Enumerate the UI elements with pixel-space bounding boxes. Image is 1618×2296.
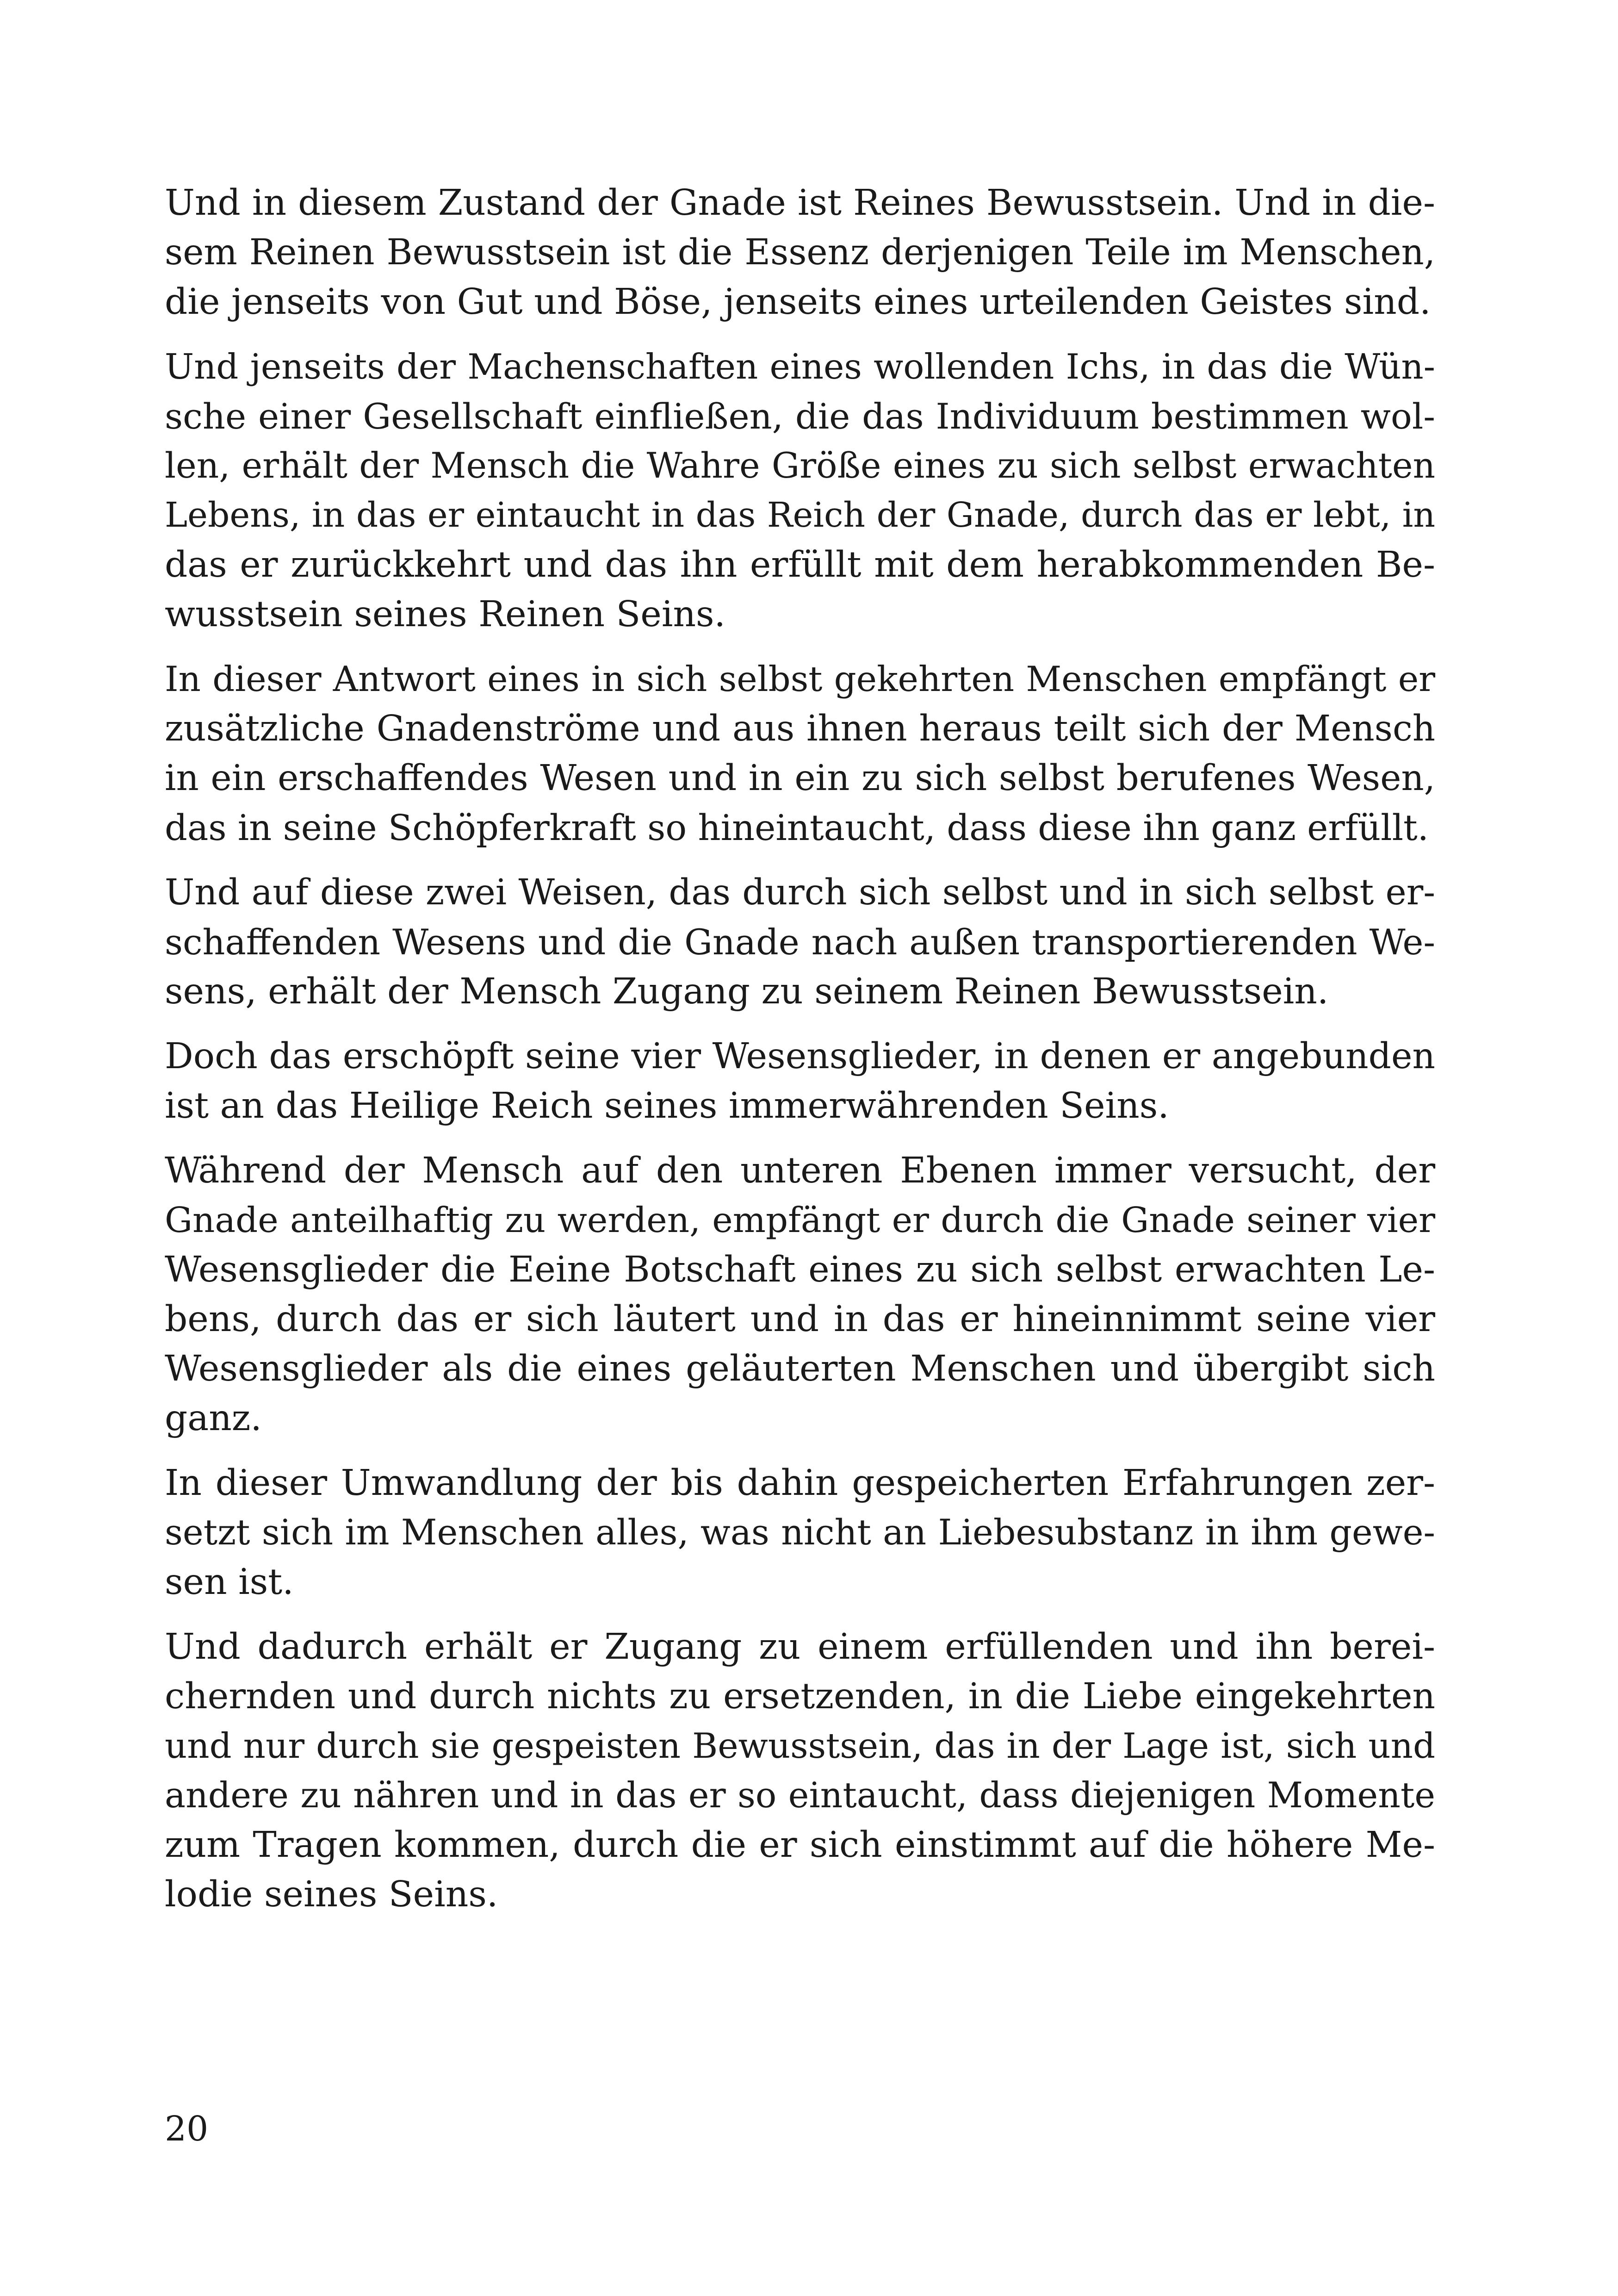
paragraph [165,654,1435,852]
paragraph [165,342,1435,639]
text-line: das er zurückkehrt und das ihn erfüllt mit dem herabkommenden Be- [165,544,1435,585]
paragraph [165,1146,1435,1443]
text-line: sen ist. [165,1562,294,1603]
text-line: Wesensglieder die Eeine Botschaft eines zu sich selbst erwachten Le- [165,1249,1435,1290]
paragraph [165,868,1435,1016]
text-line: Und auf diese zwei Weisen, das durch sich selbst und in sich selbst er- [165,872,1435,913]
text-line: sem Reinen Bewusstsein ist die Essenz derjenigen Teile im Menschen, [165,232,1435,273]
text-line: und nur durch sie gespeisten Bewusstsein, das in der Lage ist, sich und [165,1725,1435,1766]
text-line: Und dadurch erhält er Zugang zu einem erfüllenden und ihn berei- [165,1626,1435,1668]
text-line: Während der Mensch auf den unteren Ebenen immer versucht, der [165,1150,1435,1191]
text-line: Und jenseits der Machenschaften eines wollenden Ichs, in das die Wün- [165,346,1435,387]
paragraph [165,1622,1435,1919]
text-line: Lebens, in das er eintaucht in das Reich der Gnade, durch das er lebt, in [165,495,1435,535]
text-line: Gnade anteilhaftig zu werden, empfängt er durch die Gnade seiner vier [165,1200,1435,1240]
text-line: zusätzliche Gnadenströme und aus ihnen heraus teilt sich der Mensch [165,708,1435,749]
text-line: sens, erhält der Mensch Zugang zu seinem Reinen Bewusstsein. [165,971,1329,1012]
paragraph [165,1458,1435,1607]
page-number: 20 [165,2109,209,2149]
paragraph [165,1032,1435,1131]
text-line: bens, durch das er sich läutert und in das er hineinnimmt seine vier [165,1299,1435,1340]
text-line: In dieser Umwandlung der bis dahin gespeicherten Erfahrungen zer- [165,1462,1435,1504]
text-line: zum Tragen kommen, durch die er sich einstimmt auf die höhere Me- [165,1824,1435,1866]
text-line: das in seine Schöpferkraft so hineintaucht, dass diese ihn ganz erfüllt. [165,807,1429,848]
text-line: die jenseits von Gut und Böse, jenseits eines urteilenden Geistes sind. [165,281,1431,323]
text-line: in ein erschaffendes Wesen und in ein zu sich selbst berufenes Wesen, [165,758,1435,799]
text-line: sche einer Gesellschaft einfließen, die das Individuum bestimmen wol- [165,396,1435,437]
body-text [165,178,1435,1919]
text-line: Und in diesem Zustand der Gnade ist Reines Bewusstsein. Und in die- [165,182,1435,224]
text-line: Wesensglieder als die eines geläuterten Menschen und übergibt sich [165,1348,1435,1389]
text-line: ist an das Heilige Reich seines immerwährenden Seins. [165,1085,1169,1126]
text-line: andere zu nähren und in das er so eintaucht, dass diejenigen Momente [165,1775,1435,1816]
text-line: lodie seines Seins. [165,1874,498,1915]
text-line: Doch das erschöpft seine vier Wesensglieder, in denen er angebunden [165,1036,1435,1077]
text-line: setzt sich im Menschen alles, was nicht an Liebesubstanz in ihm gewe- [165,1512,1435,1553]
text-line: In dieser Antwort eines in sich selbst gekehrten Menschen empfängt er [165,659,1435,699]
text-line: schaffenden Wesens und die Gnade nach außen transportierenden We- [165,921,1435,963]
text-line: ganz. [165,1398,262,1439]
text-line: wusstsein seines Reinen Seins. [165,594,726,635]
text-line: chernden und durch nichts zu ersetzenden, in die Liebe eingekehrten [165,1676,1435,1717]
text-line: len, erhält der Mensch die Wahre Größe eines zu sich selbst erwachten [165,445,1435,486]
paragraph [165,178,1435,327]
